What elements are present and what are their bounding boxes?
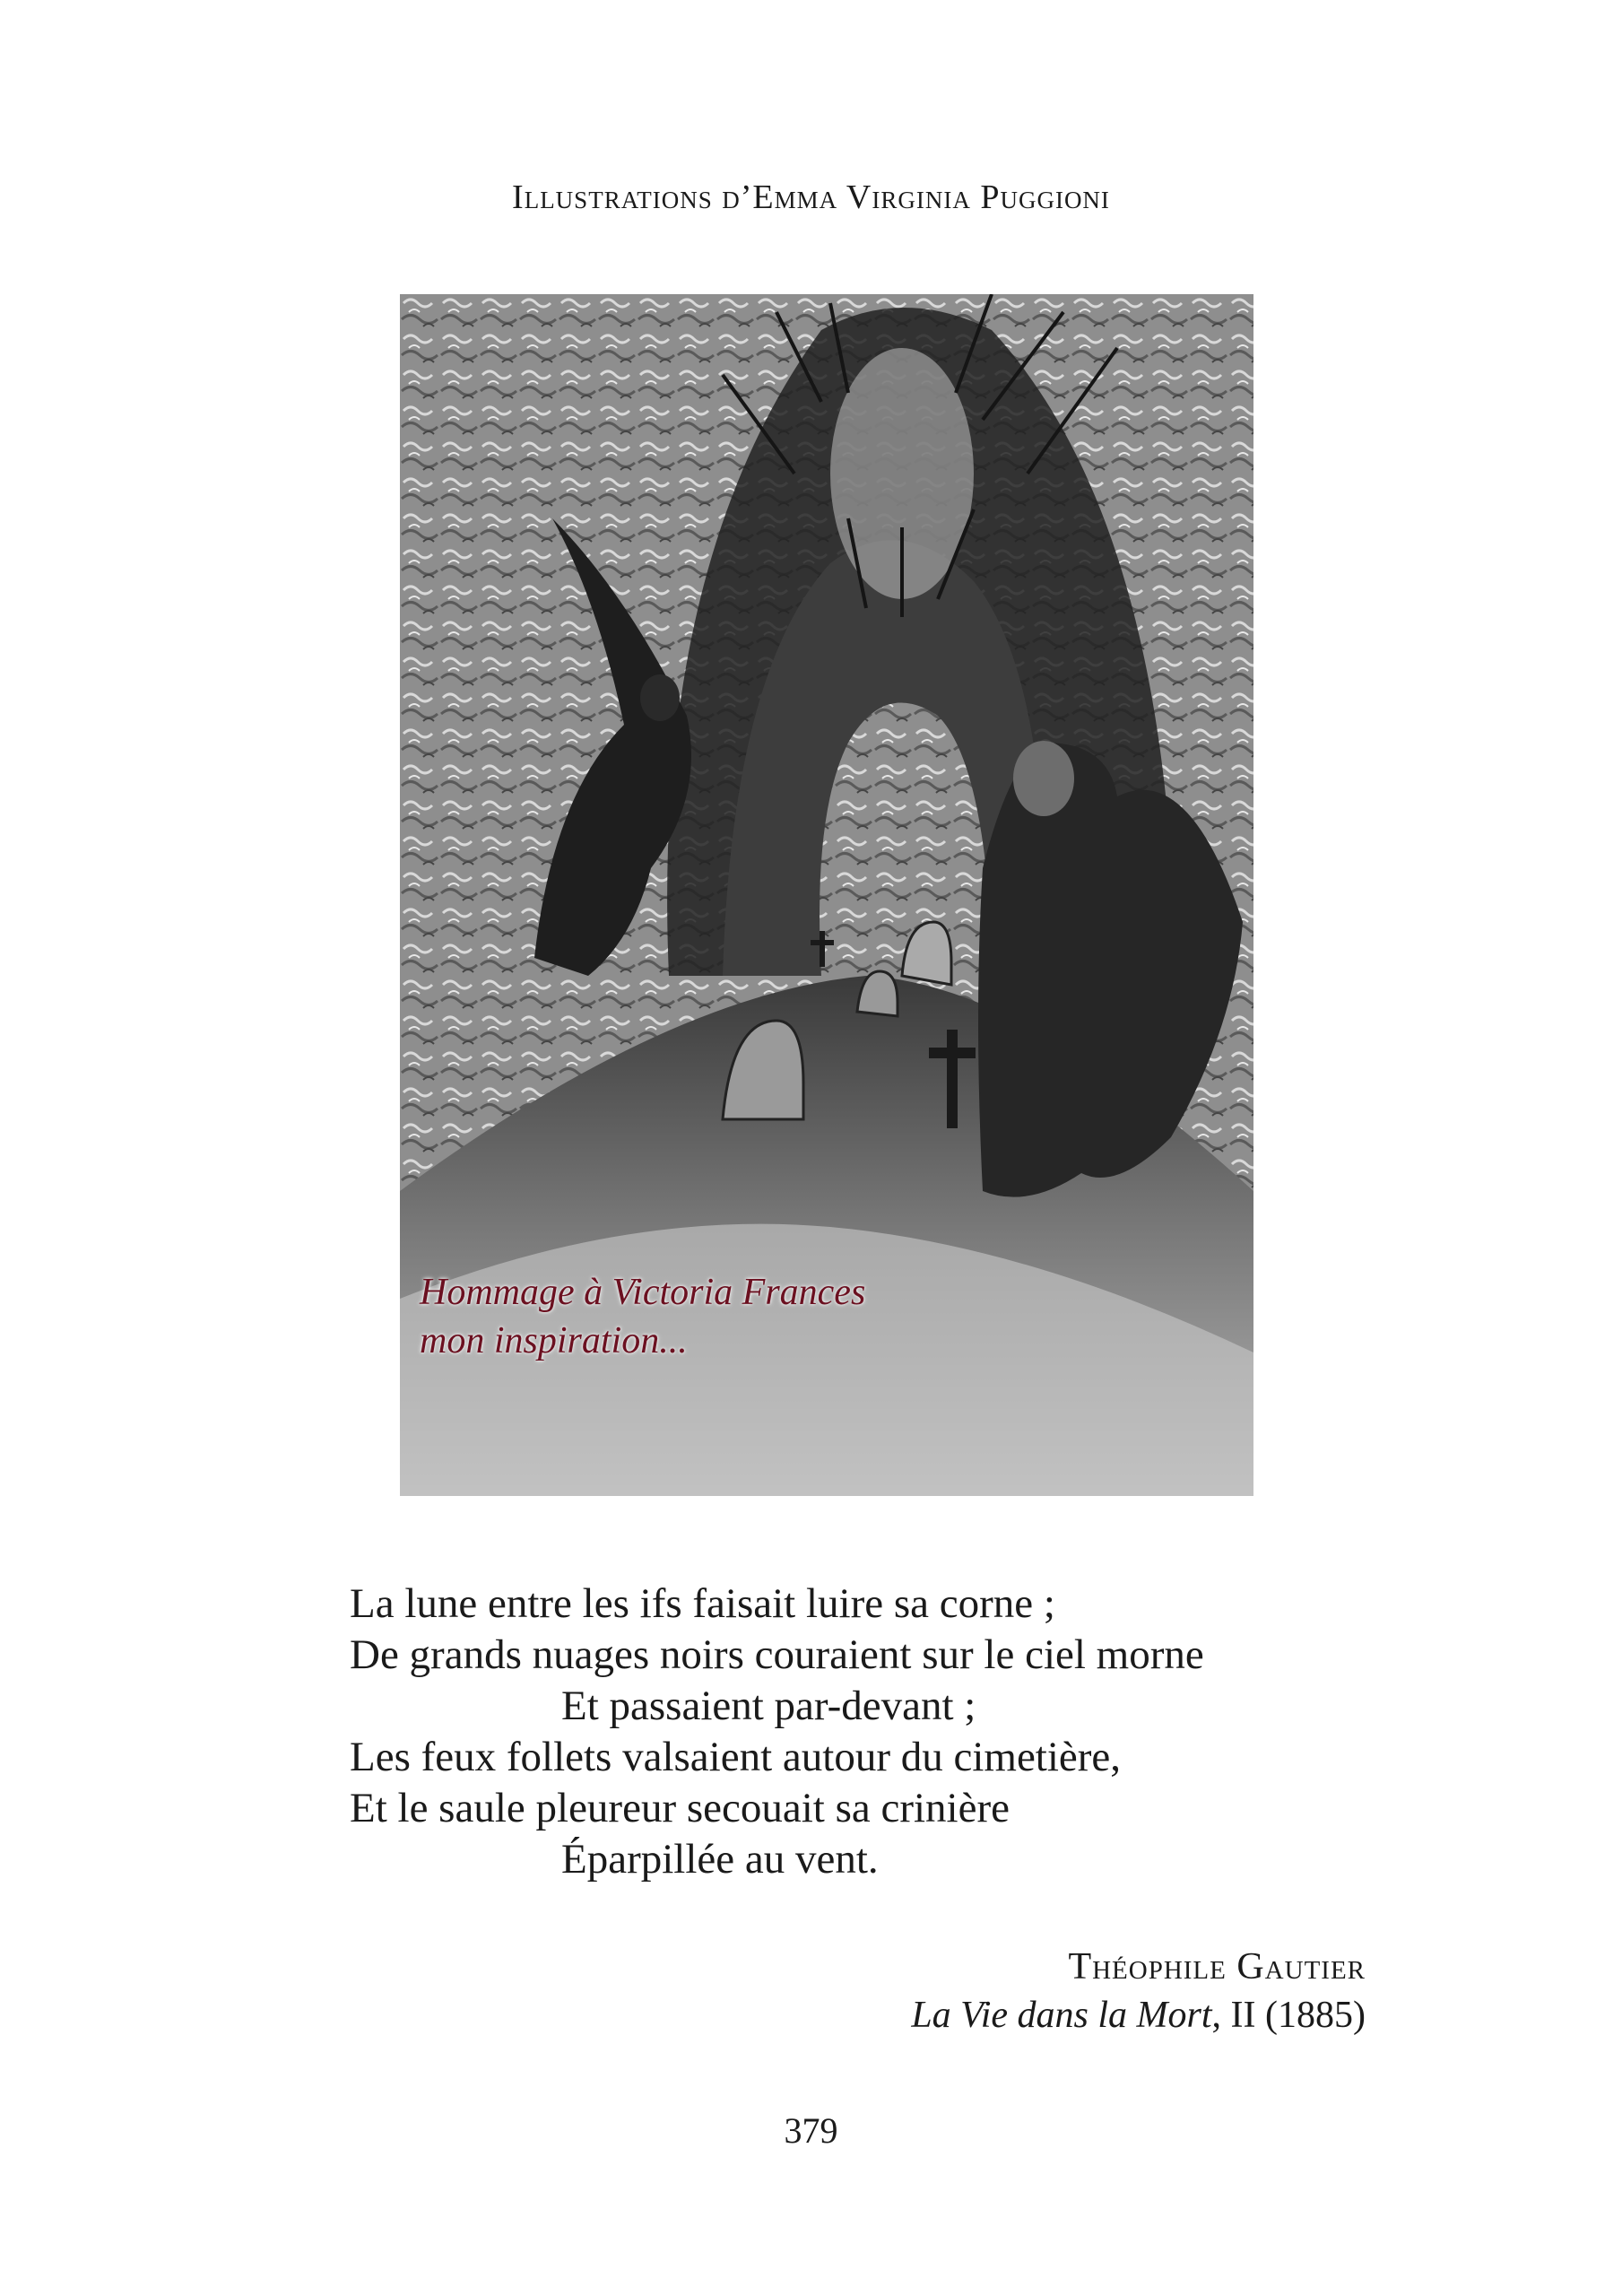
poem-line: Et passaient par-devant ; <box>561 1683 976 1729</box>
poem-line: Les feux follets valsaient autour du cimetière, <box>350 1734 1122 1780</box>
attribution <box>911 1943 1366 2039</box>
illustration-artwork <box>400 294 1253 1496</box>
attribution-author: Théophile Gautier <box>1068 1946 1366 1987</box>
illustration-caption-line1: Hommage à Victoria Frances <box>420 1272 866 1313</box>
attribution-work-suffix: , II (1885) <box>1211 1995 1366 2036</box>
illustration <box>400 294 1253 1496</box>
attribution-source <box>911 1991 1366 2039</box>
poem-line: La lune entre les ifs faisait luire sa corne ; <box>350 1580 1055 1627</box>
poem-line: Et le saule pleureur secouait sa crinière <box>350 1785 1010 1831</box>
poem <box>350 1578 1336 1885</box>
attribution-work-title: La Vie dans la Mort <box>911 1995 1212 2036</box>
running-head: Illustrations d’Emma Virginia Puggioni <box>512 178 1110 216</box>
illustration-caption-line2: mon inspiration... <box>420 1320 688 1361</box>
poem-line: De grands nuages noirs couraient sur le ciel morne <box>350 1631 1204 1678</box>
page-number: 379 <box>784 2110 838 2151</box>
poem-line: Éparpillée au vent. <box>561 1836 879 1883</box>
artist-signature <box>409 1392 1253 1496</box>
